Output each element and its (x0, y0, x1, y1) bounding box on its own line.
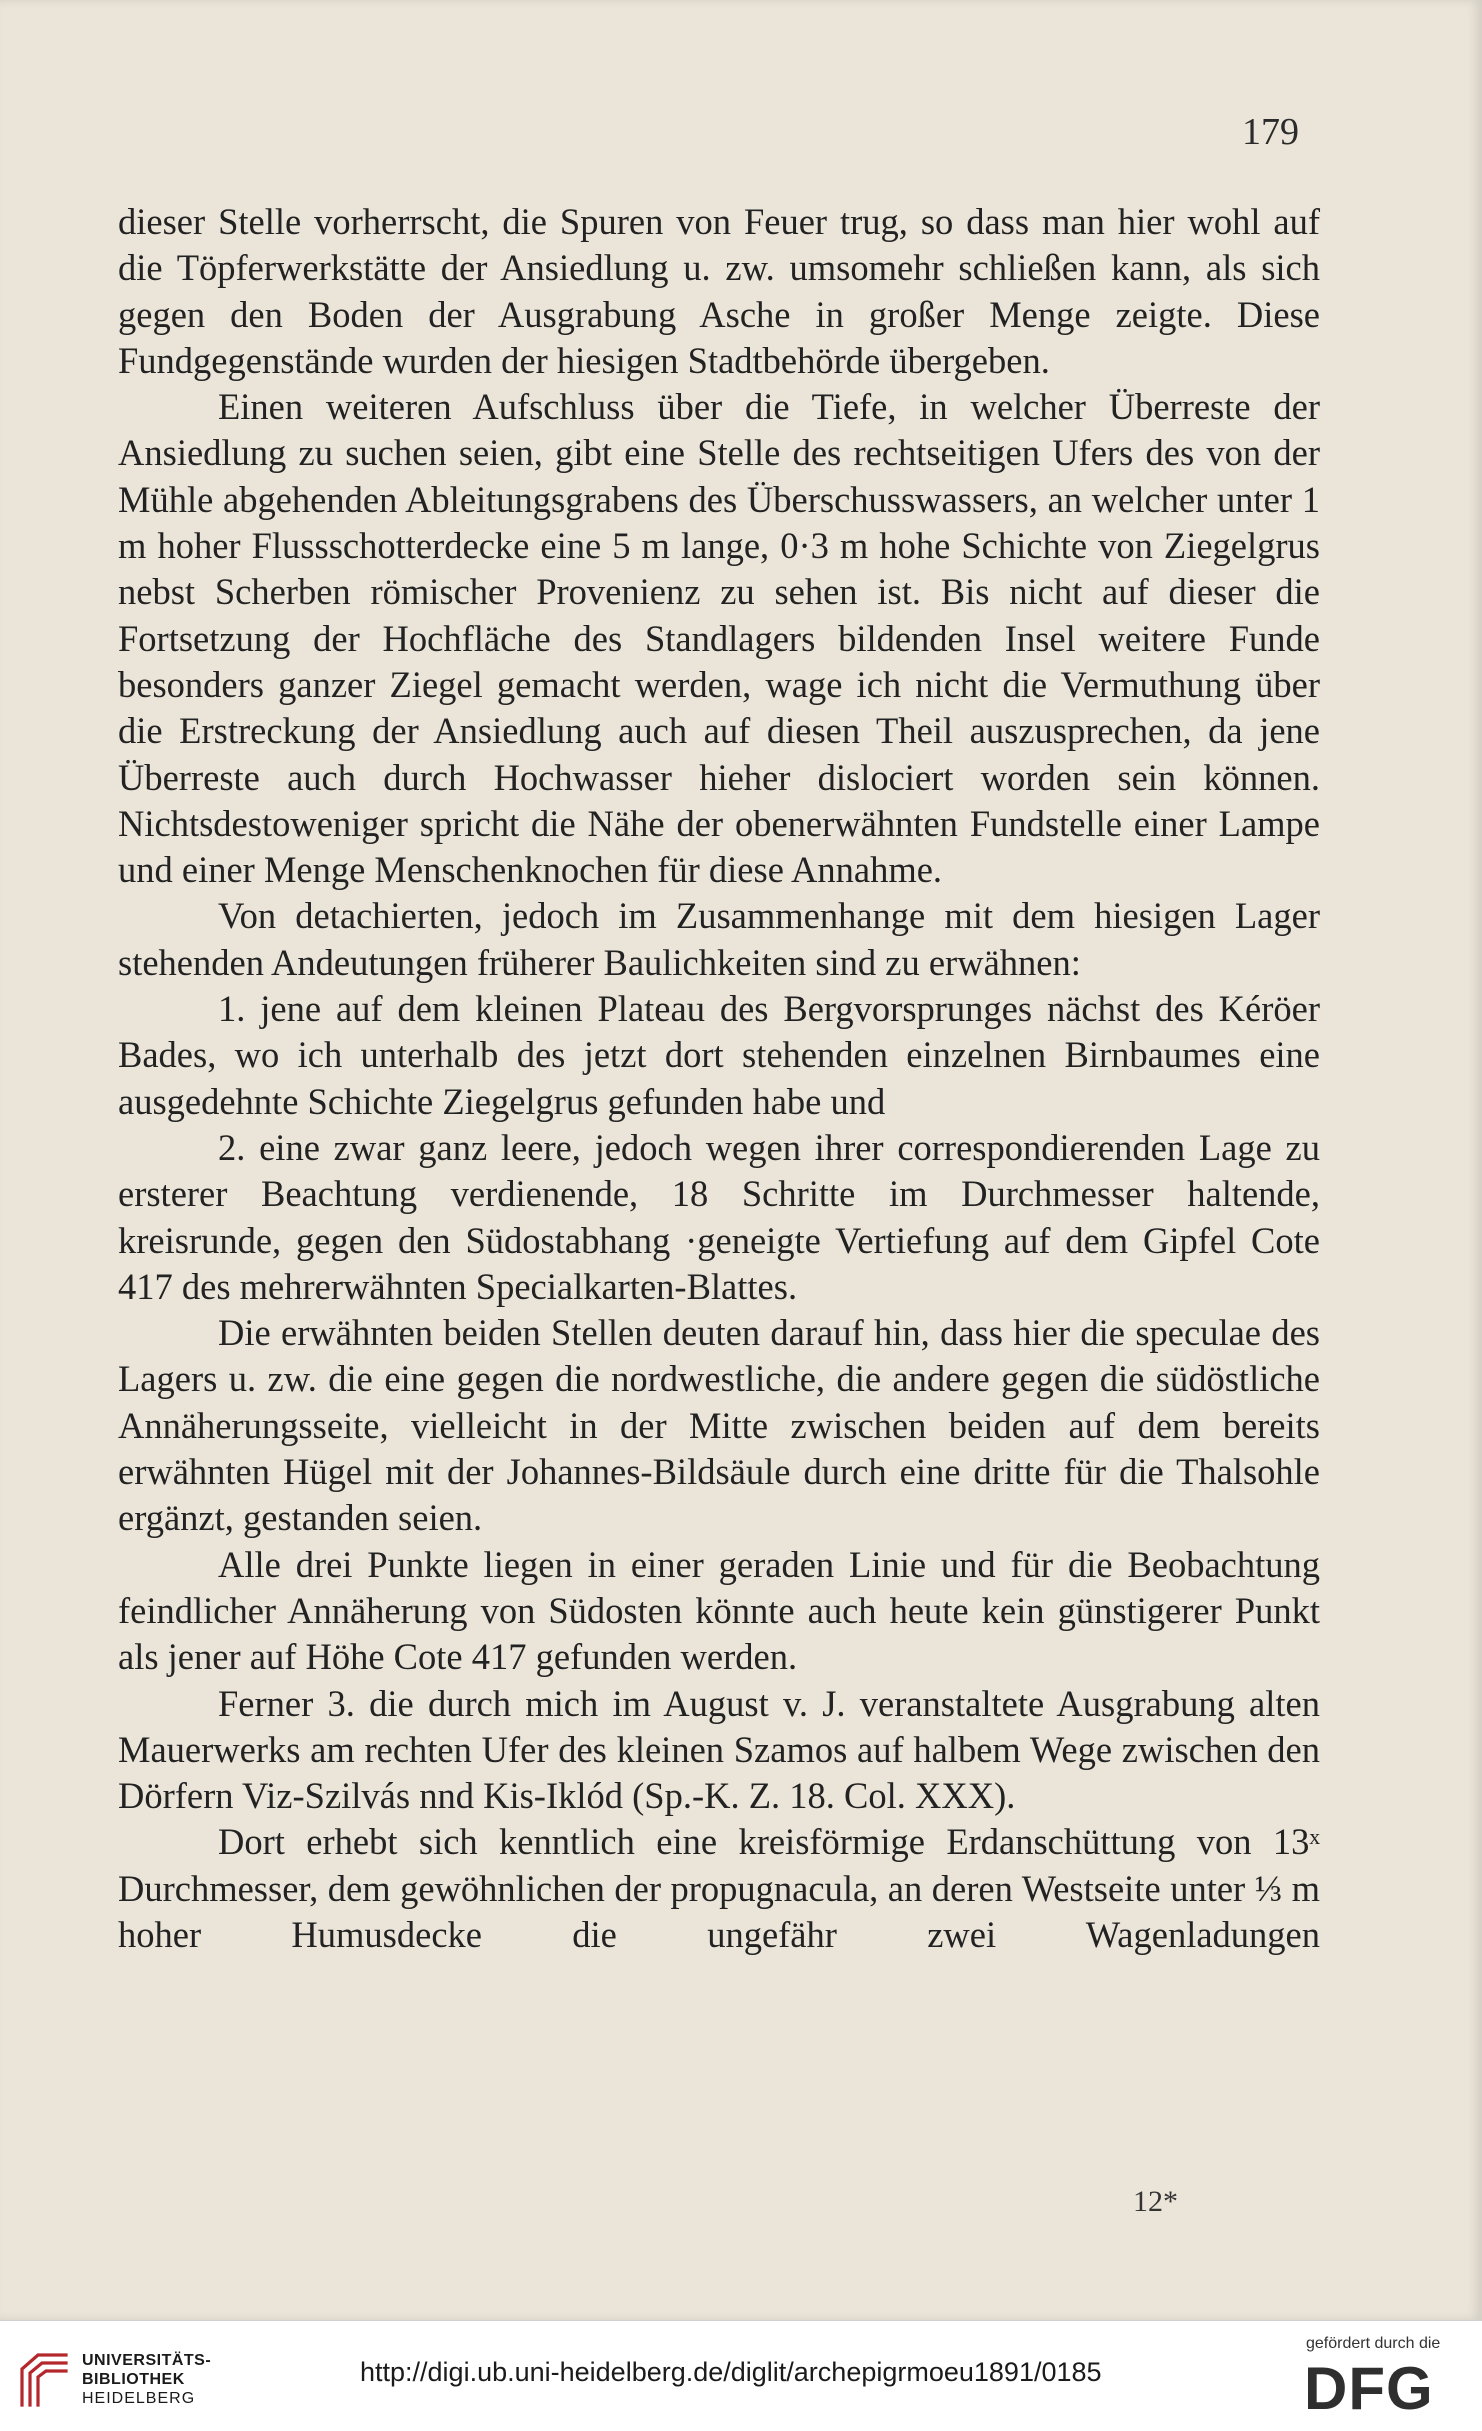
paragraph-3: Von detachierten, jedoch im Zusammenhange mit dem hiesigen Lager stehenden Andeutungen früherer Baulichkeiten sind zu erwähnen: (118, 895, 1320, 983)
library-name-line3: HEIDELBERG (82, 2390, 196, 2407)
paragraph-6: Die erwähnten beiden Stellen deuten darauf hin, dass hier die speculae des Lagers u. zw. die eine gegen die nordwestliche, die andere gegen die südöstliche Annäherungsseite, vielleicht in der Mitte zwischen beiden auf dem bereits erwähnten Hügel mit der Johannes-Bildsäule durch eine dritte für die Thalsohle ergänzt, gestanden seien. (118, 1312, 1320, 1539)
body-text (118, 199, 1320, 1958)
paragraph-2: Einen weiteren Aufschluss über die Tiefe, in welcher Überreste der Ansiedlung zu suchen seien, gibt eine Stelle des rechtseitigen Ufers des von der Mühle abgehenden Ableitungsgrabens des Überschusswassers, an welcher unter 1 m hoher Flussschotterdecke eine 5 m lange, 0·3 m hohe Schichte von Ziegelgrus nebst Scherben römischer Provenienz zu sehen ist. Bis nicht auf dieser die Fortsetzung der Hochfläche des Standlagers bildenden Insel weitere Funde besonders ganzer Ziegel gemacht werden, wage ich nicht die Vermuthung über die Erstreckung der Ansiedlung auch auf diesen Theil auszusprechen, da jene Überreste auch durch Hochwasser hieher dislociert worden sein können. Nichtsdestoweniger spricht die Nähe der obenerwähnten Fundstelle einer Lampe und einer Menge Menschenknochen für diese Annahme. (118, 386, 1320, 891)
paragraph-4: 1. jene auf dem kleinen Plateau des Bergvorsprunges nächst des Kéröer Bades, wo ich unterhalb des jetzt dort stehenden einzelnen Birnbaumes eine ausgedehnte Schichte Ziegelgrus gefunden habe und (118, 988, 1320, 1122)
library-name-line1: UNIVERSITÄTS- (82, 2352, 212, 2369)
page-number: 179 (1242, 111, 1299, 153)
footer-bar (0, 2320, 1482, 2431)
paragraph-5: 2. eine zwar ganz leere, jedoch wegen ihrer correspondierenden Lage zu ersterer Beachtung verdienende, 18 Schritte im Durchmesser haltende, kreisrunde, gegen den Südostabhang ·geneigte Vertiefung auf dem Gipfel Cote 417 des mehrerwähnten Specialkarten-Blattes. (118, 1126, 1320, 1307)
permalink-url[interactable]: http://digi.ub.uni-heidelberg.de/diglit/archepigrmoeu1891/0185 (360, 2357, 1102, 2387)
library-name-line2: BIBLIOTHEK (82, 2371, 185, 2388)
library-name (82, 2351, 211, 2408)
library-logo-icon (16, 2347, 70, 2407)
dfg-logo: DFG (1304, 2355, 1434, 2422)
paragraph-9: Dort erhebt sich kenntlich eine kreisförmige Erdanschüttung von 13ˣ Durchmesser, dem gewöhnlichen der propugnacula, an deren Westseite unter ⅓ m hoher Humusdecke die ungefähr zwei Wagenladungen (118, 1821, 1320, 1955)
signature-mark: 12* (1133, 2185, 1178, 2218)
funded-by-label: gefördert durch die (1306, 2335, 1441, 2352)
paragraph-8: Ferner 3. die durch mich im August v. J. veranstaltete Ausgrabung alten Mauerwerks am rechten Ufer des kleinen Szamos auf halbem Wege zwischen den Dörfern Viz-Szilvás nnd Kis-Iklód (Sp.-K. Z. 18. Col. XXX). (118, 1682, 1320, 1817)
paragraph-1: dieser Stelle vorherrscht, die Spuren von Feuer trug, so dass man hier wohl auf die Töpferwerkstätte der Ansiedlung u. zw. umsomehr schließen kann, als sich gegen den Boden der Ausgrabung Asche in großer Menge zeigte. Diese Fundgegenstände wurden der hiesigen Stadtbehörde übergeben. (118, 201, 1320, 381)
paragraph-7: Alle drei Punkte liegen in einer geraden Linie und für die Beobachtung feindlicher Annäherung von Südosten könnte auch heute kein günstigerer Punkt als jener auf Höhe Cote 417 gefunden werden. (118, 1543, 1320, 1678)
